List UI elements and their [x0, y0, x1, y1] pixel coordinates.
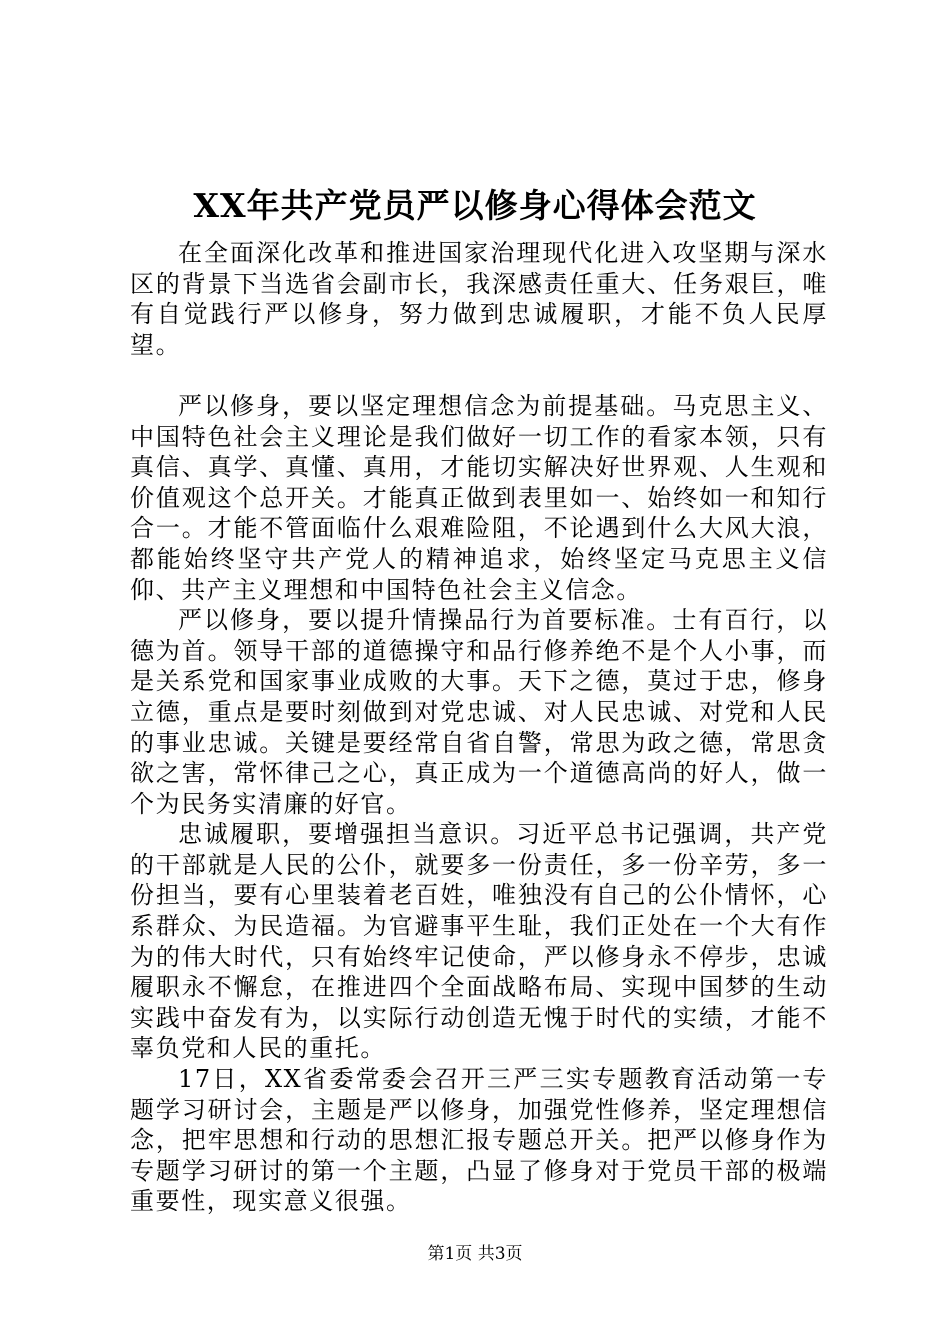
page-number-footer: 第1页 共3页 — [427, 1244, 523, 1264]
paragraph-responsibility: 忠诚履职，要增强担当意识。习近平总书记强调，共产党的干部就是人民的公仆，就要多一份责任，多一份辛劳，多一份担当，要有心里装着老百姓，唯独没有自己的公仆情怀，心系群众、为民造福。为官避事平生耻，我们正处在一个大有作为的伟大时代，只有始终牢记使命，严以修身永不停步，忠诚履职永不懈怠，在推进四个全面战略布局、实现中国梦的生动实践中奋发有为，以实际行动创造无愧于时代的实绩，才能不辜负党和人民的重托。 — [130, 820, 828, 1063]
paragraph-seminar: 17日，XX省委常委会召开三严三实专题教育活动第一专题学习研讨会，主题是严以修身，加强党性修养，坚定理想信念，把牢思想和行动的思想汇报专题总开关。把严以修身作为专题学习研讨的第一个主题，凸显了修身对于党员干部的极端重要性，现实意义很强。 — [130, 1065, 828, 1216]
document-body — [130, 238, 828, 1217]
paragraph-morality: 严以修身，要以提升情操品行为首要标准。士有百行，以德为首。领导干部的道德操守和品行修养绝不是个人小事，而是关系党和国家事业成败的大事。天下之德，莫过于忠，修身立德，重点是要时刻做到对党忠诚、对人民忠诚、对党和人民的事业忠诚。关键是要经常自省自警，常思为政之德，常思贪欲之害，常怀律己之心，真正成为一个道德高尚的好人，做一个为民务实清廉的好官。 — [130, 606, 828, 818]
document-title: XX年共产党员严以修身心得体会范文 — [193, 186, 757, 225]
paragraph-intro: 在全面深化改革和推进国家治理现代化进入攻坚期与深水区的背景下当选省会副市长，我深感责任重大、任务艰巨，唯有自觉践行严以修身，努力做到忠诚履职，才能不负人民厚望。 — [130, 239, 828, 359]
paragraph-ideals: 严以修身，要以坚定理想信念为前提基础。马克思主义、中国特色社会主义理论是我们做好一切工作的看家本领，只有真信、真学、真懂、真用，才能切实解决好世界观、人生观和价值观这个总开关。才能真正做到表里如一、始终如一和知行合一。才能不管面临什么艰难险阻，不论遇到什么大风大浪，都能始终坚守共产党人的精神追求，始终坚定马克思主义信仰、共产主义理想和中国特色社会主义信念。 — [130, 391, 828, 604]
